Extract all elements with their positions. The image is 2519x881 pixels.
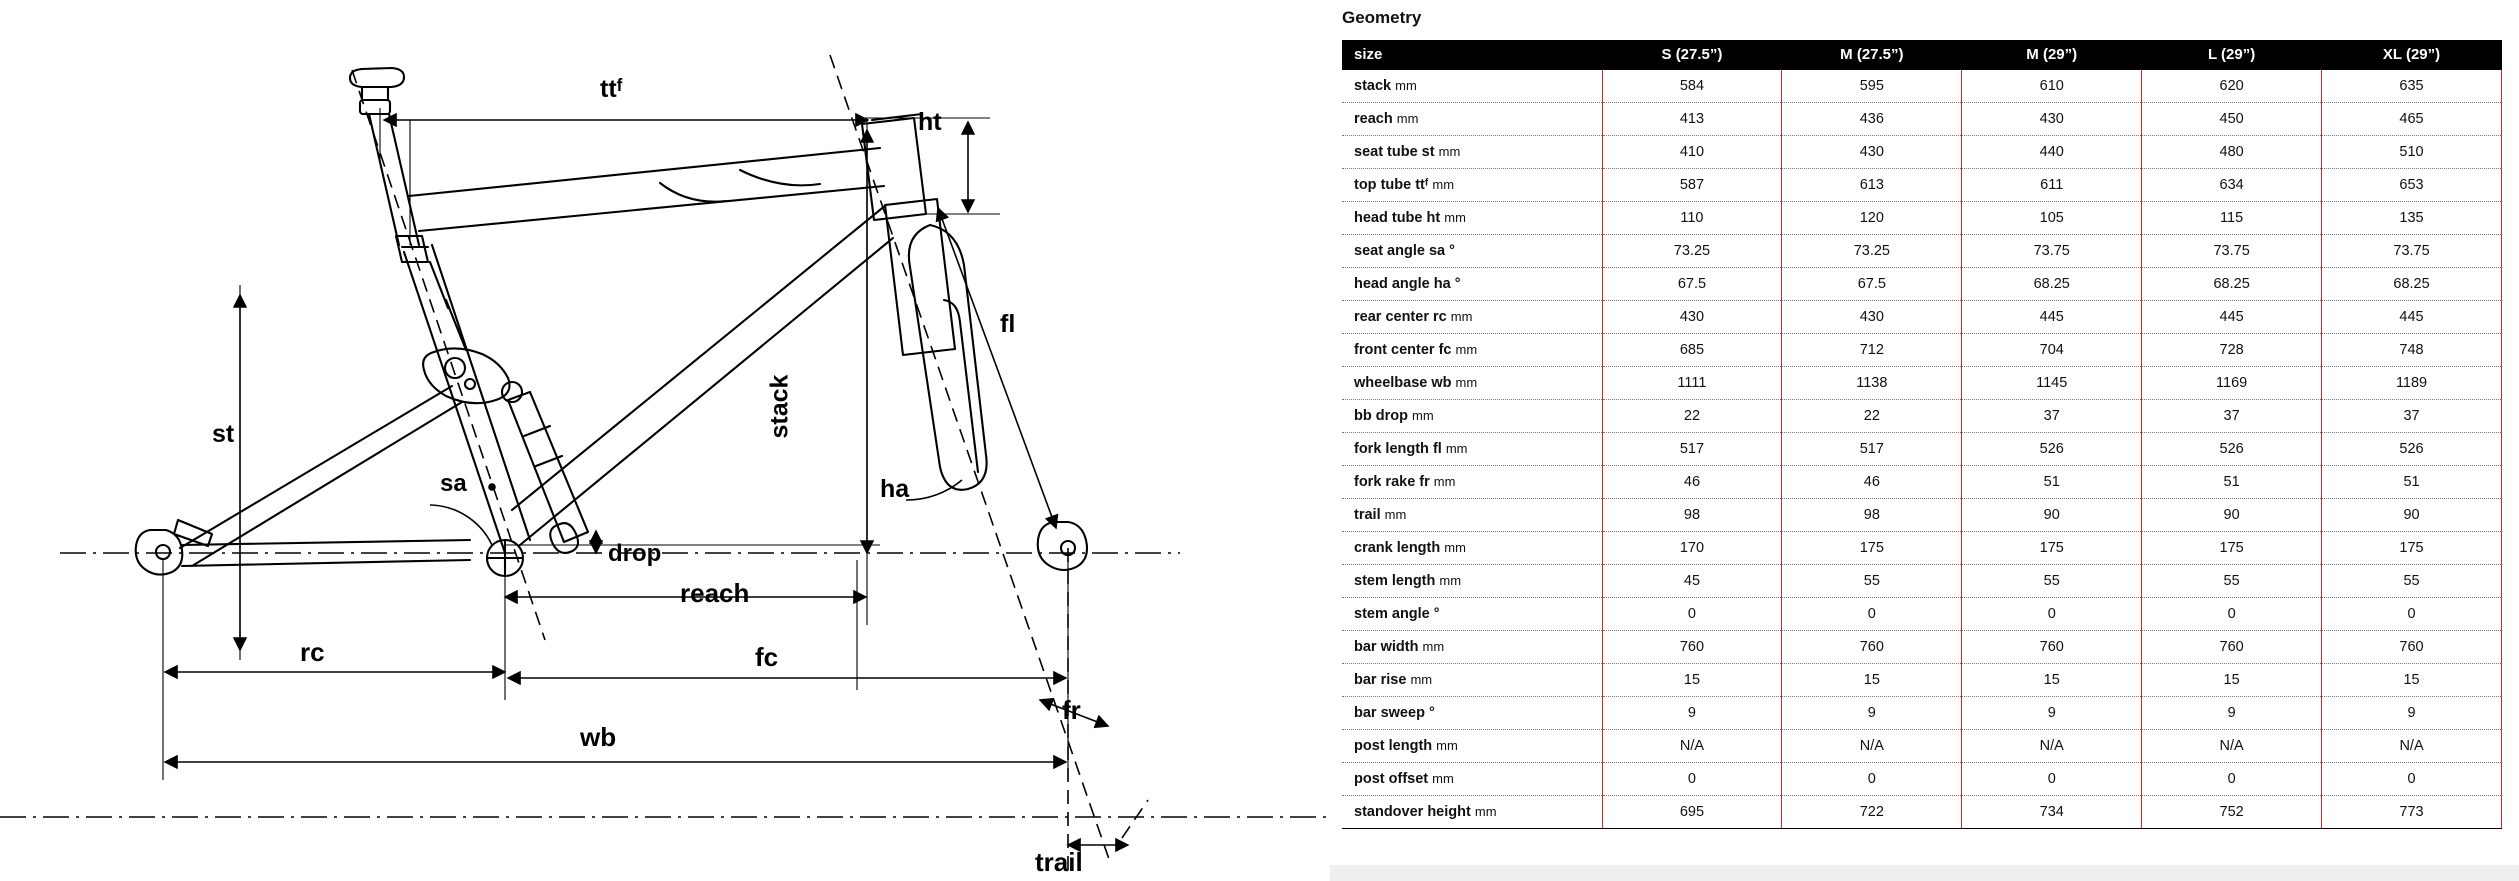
table-row — [1342, 796, 2502, 829]
row-unit: mm — [1410, 672, 1433, 687]
cell-value: 1169 — [2142, 367, 2322, 400]
table-row — [1342, 565, 2502, 598]
row-name: seat tube st — [1354, 144, 1435, 160]
cell-value: 73.75 — [2322, 235, 2502, 268]
cell-value: 15 — [2322, 664, 2502, 697]
table-row — [1342, 103, 2502, 136]
cell-value: 73.75 — [2142, 235, 2322, 268]
cell-value: 120 — [1782, 202, 1962, 235]
table-row — [1342, 697, 2502, 730]
row-name: stem length — [1354, 573, 1436, 589]
cell-value: 46 — [1602, 466, 1782, 499]
cell-value: 695 — [1602, 796, 1782, 829]
table-row — [1342, 301, 2502, 334]
table-row — [1342, 433, 2502, 466]
table-row — [1342, 268, 2502, 301]
cell-value: 748 — [2322, 334, 2502, 367]
header-cell-m-275: M (27.5”) — [1782, 40, 1962, 70]
row-unit: mm — [1444, 210, 1466, 225]
dim-label-drop: drop — [608, 540, 662, 567]
cell-value: 465 — [2322, 103, 2502, 136]
row-unit: mm — [1445, 441, 1468, 456]
row-label — [1342, 763, 1602, 796]
row-unit: mm — [1432, 771, 1454, 786]
cell-value: 587 — [1602, 169, 1782, 202]
table-row — [1342, 70, 2502, 103]
row-name: bar sweep ° — [1354, 705, 1435, 721]
header-cell-s-275: S (27.5”) — [1602, 40, 1782, 70]
cell-value: 15 — [2142, 664, 2322, 697]
cell-value: 9 — [1782, 697, 1962, 730]
cell-value: 98 — [1782, 499, 1962, 532]
row-label — [1342, 202, 1602, 235]
cell-value: 445 — [1962, 301, 2142, 334]
cell-value: 526 — [1962, 433, 2142, 466]
cell-value: 73.25 — [1782, 235, 1962, 268]
dim-label-stack: stack — [765, 374, 794, 439]
row-label — [1342, 235, 1602, 268]
cell-value: 595 — [1782, 70, 1962, 103]
cell-value: 0 — [1962, 763, 2142, 796]
cell-value: N/A — [2322, 730, 2502, 763]
dim-label-fc: fc — [755, 642, 779, 672]
cell-value: 67.5 — [1782, 268, 1962, 301]
row-name: bar rise — [1354, 672, 1407, 688]
header-row — [1342, 40, 2502, 70]
row-unit: mm — [1395, 78, 1417, 93]
row-label — [1342, 268, 1602, 301]
row-label — [1342, 730, 1602, 763]
dim-label-sa: sa — [440, 470, 467, 497]
cell-value: 68.25 — [2322, 268, 2502, 301]
cell-value: 37 — [1962, 400, 2142, 433]
cell-value: 55 — [2142, 565, 2322, 598]
row-label — [1342, 367, 1602, 400]
row-label — [1342, 70, 1602, 103]
cell-value: 175 — [2142, 532, 2322, 565]
row-label — [1342, 136, 1602, 169]
cell-value: 68.25 — [2142, 268, 2322, 301]
cell-value: 55 — [2322, 565, 2502, 598]
dim-label-fr: fr — [1062, 695, 1081, 725]
cell-value: 0 — [2322, 763, 2502, 796]
cell-value: 610 — [1962, 70, 2142, 103]
row-unit: mm — [1439, 573, 1462, 588]
cell-value: 45 — [1602, 565, 1782, 598]
row-unit: mm — [1436, 738, 1458, 753]
cell-value: 1145 — [1962, 367, 2142, 400]
cell-value: 0 — [1782, 598, 1962, 631]
cell-value: 22 — [1782, 400, 1962, 433]
cell-value: 430 — [1962, 103, 2142, 136]
cell-value: 90 — [2142, 499, 2322, 532]
cell-value: 722 — [1782, 796, 1962, 829]
dim-label-wb: wb — [580, 722, 617, 752]
cell-value: 760 — [1782, 631, 1962, 664]
cell-value: 526 — [2142, 433, 2322, 466]
cell-value: 510 — [2322, 136, 2502, 169]
table-row — [1342, 499, 2502, 532]
cell-value: 0 — [1962, 598, 2142, 631]
row-name: rear center rc — [1354, 309, 1447, 325]
cell-value: 430 — [1782, 136, 1962, 169]
row-name: bar width — [1354, 639, 1419, 655]
table-row — [1342, 367, 2502, 400]
header-cell-m-29: M (29”) — [1962, 40, 2142, 70]
row-label — [1342, 697, 1602, 730]
cell-value: 634 — [2142, 169, 2322, 202]
cell-value: 90 — [2322, 499, 2502, 532]
cell-value: 752 — [2142, 796, 2322, 829]
header-cell-xl-29: XL (29”) — [2322, 40, 2502, 70]
cell-value: 760 — [2142, 631, 2322, 664]
dim-label-tt: ttᶠ — [600, 75, 623, 103]
table-row — [1342, 400, 2502, 433]
row-name: bb drop — [1354, 408, 1408, 424]
cell-value: 175 — [1782, 532, 1962, 565]
cell-value: 175 — [2322, 532, 2502, 565]
row-name: stem angle ° — [1354, 606, 1440, 622]
row-label — [1342, 499, 1602, 532]
cell-value: 728 — [2142, 334, 2322, 367]
cell-value: 620 — [2142, 70, 2322, 103]
cell-value: 445 — [2322, 301, 2502, 334]
row-name: front center fc — [1354, 342, 1452, 358]
row-name: stack — [1354, 78, 1392, 94]
geometry-title: Geometry — [1342, 8, 1422, 27]
row-name: fork length fl — [1354, 441, 1442, 457]
cell-value: 9 — [2322, 697, 2502, 730]
header-cell-l-29: L (29”) — [2142, 40, 2322, 70]
cell-value: 760 — [1962, 631, 2142, 664]
row-unit: mm — [1396, 111, 1419, 126]
dim-label-ha: ha — [880, 475, 910, 503]
cell-value: 51 — [2322, 466, 2502, 499]
cell-value: 1138 — [1782, 367, 1962, 400]
row-unit: mm — [1474, 804, 1497, 819]
row-label — [1342, 334, 1602, 367]
cell-value: 15 — [1782, 664, 1962, 697]
cell-value: 584 — [1602, 70, 1782, 103]
cell-value: 51 — [2142, 466, 2322, 499]
cell-value: 175 — [1962, 532, 2142, 565]
cell-value: 67.5 — [1602, 268, 1782, 301]
table-row — [1342, 202, 2502, 235]
table-row — [1342, 763, 2502, 796]
cell-value: 55 — [1782, 565, 1962, 598]
cell-value: 773 — [2322, 796, 2502, 829]
row-label — [1342, 103, 1602, 136]
row-label — [1342, 565, 1602, 598]
table-row — [1342, 730, 2502, 763]
table-row — [1342, 631, 2502, 664]
cell-value: 46 — [1782, 466, 1962, 499]
cell-value: 480 — [2142, 136, 2322, 169]
cell-value: 685 — [1602, 334, 1782, 367]
cell-value: 115 — [2142, 202, 2322, 235]
row-label — [1342, 598, 1602, 631]
row-label — [1342, 433, 1602, 466]
dim-label-fl: fl — [1000, 310, 1016, 338]
dim-label-st: st — [212, 420, 235, 448]
row-label — [1342, 301, 1602, 334]
cell-value: 51 — [1962, 466, 2142, 499]
cell-value: 9 — [1602, 697, 1782, 730]
cell-value: N/A — [1962, 730, 2142, 763]
table-row — [1342, 169, 2502, 202]
cell-value: 704 — [1962, 334, 2142, 367]
cell-value: 37 — [2142, 400, 2322, 433]
cell-value: 734 — [1962, 796, 2142, 829]
table-row — [1342, 664, 2502, 697]
cell-value: 9 — [1962, 697, 2142, 730]
row-name: post offset — [1354, 771, 1429, 787]
cell-value: 15 — [1602, 664, 1782, 697]
table-row — [1342, 334, 2502, 367]
cell-value: 430 — [1602, 301, 1782, 334]
cell-value: 517 — [1602, 433, 1782, 466]
cell-value: 445 — [2142, 301, 2322, 334]
cell-value: 760 — [2322, 631, 2502, 664]
cell-value: 73.75 — [1962, 235, 2142, 268]
geometry-table-header — [1342, 40, 2502, 70]
row-label — [1342, 532, 1602, 565]
header-cell-size: size — [1342, 40, 1602, 70]
row-name: reach — [1354, 111, 1393, 127]
row-label — [1342, 466, 1602, 499]
cell-value: 135 — [2322, 202, 2502, 235]
cell-value: 170 — [1602, 532, 1782, 565]
row-name: top tube ttᶠ — [1354, 177, 1429, 193]
cell-value: N/A — [1602, 730, 1782, 763]
row-name: seat angle sa ° — [1354, 243, 1455, 259]
cell-value: 517 — [1782, 433, 1962, 466]
row-name: trail — [1354, 507, 1381, 523]
cell-value: 450 — [2142, 103, 2322, 136]
cell-value: N/A — [2142, 730, 2322, 763]
dim-label-rc: rc — [300, 637, 325, 667]
row-label — [1342, 400, 1602, 433]
row-unit: mm — [1450, 309, 1473, 324]
cell-value: 90 — [1962, 499, 2142, 532]
row-label — [1342, 631, 1602, 664]
row-unit: mm — [1422, 639, 1445, 654]
cell-value: 68.25 — [1962, 268, 2142, 301]
row-name: post length — [1354, 738, 1433, 754]
row-unit: mm — [1455, 375, 1478, 390]
cell-value: 413 — [1602, 103, 1782, 136]
cell-value: 22 — [1602, 400, 1782, 433]
cell-value: 653 — [2322, 169, 2502, 202]
cell-value: 37 — [2322, 400, 2502, 433]
cell-value: 1111 — [1602, 367, 1782, 400]
cell-value: 73.25 — [1602, 235, 1782, 268]
cell-value: 430 — [1782, 301, 1962, 334]
cell-value: 0 — [2142, 763, 2322, 796]
cell-value: 0 — [2142, 598, 2322, 631]
cell-value: 410 — [1602, 136, 1782, 169]
row-unit: mm — [1438, 144, 1461, 159]
row-name: head angle ha ° — [1354, 276, 1461, 292]
dim-label-trail: trail — [1035, 847, 1083, 877]
table-row — [1342, 598, 2502, 631]
cell-value: 15 — [1962, 664, 2142, 697]
geometry-table — [1342, 40, 2502, 829]
row-name: wheelbase wb — [1354, 375, 1452, 391]
cell-value: 0 — [1602, 598, 1782, 631]
cell-value: 440 — [1962, 136, 2142, 169]
cell-value: 611 — [1962, 169, 2142, 202]
table-row — [1342, 532, 2502, 565]
row-unit: mm — [1455, 342, 1478, 357]
cell-value: 0 — [1782, 763, 1962, 796]
cell-value: 635 — [2322, 70, 2502, 103]
cell-value: N/A — [1782, 730, 1962, 763]
cell-value: 712 — [1782, 334, 1962, 367]
row-name: fork rake fr — [1354, 474, 1430, 490]
cell-value: 613 — [1782, 169, 1962, 202]
geometry-panel — [1330, 0, 2519, 881]
row-name: head tube ht — [1354, 210, 1441, 226]
row-unit: mm — [1384, 507, 1407, 522]
table-row — [1342, 136, 2502, 169]
cell-value: 1189 — [2322, 367, 2502, 400]
bottom-bar — [1330, 865, 2519, 881]
cell-value: 0 — [1602, 763, 1782, 796]
row-name: crank length — [1354, 540, 1441, 556]
table-row — [1342, 466, 2502, 499]
row-unit: mm — [1444, 540, 1466, 555]
cell-value: 105 — [1962, 202, 2142, 235]
cell-value: 0 — [2322, 598, 2502, 631]
row-label — [1342, 796, 1602, 829]
geometry-table-body — [1342, 70, 2502, 829]
dim-label-ht: ht — [918, 108, 942, 136]
table-row — [1342, 235, 2502, 268]
cell-value: 55 — [1962, 565, 2142, 598]
row-unit: mm — [1432, 177, 1455, 192]
cell-value: 760 — [1602, 631, 1782, 664]
row-label — [1342, 664, 1602, 697]
cell-value: 9 — [2142, 697, 2322, 730]
row-label — [1342, 169, 1602, 202]
cell-value: 526 — [2322, 433, 2502, 466]
row-unit: mm — [1412, 408, 1434, 423]
row-unit: mm — [1433, 474, 1456, 489]
cell-value: 110 — [1602, 202, 1782, 235]
cell-value: 98 — [1602, 499, 1782, 532]
cell-value: 436 — [1782, 103, 1962, 136]
row-name: standover height — [1354, 804, 1471, 820]
dim-label-reach: reach — [680, 578, 750, 608]
